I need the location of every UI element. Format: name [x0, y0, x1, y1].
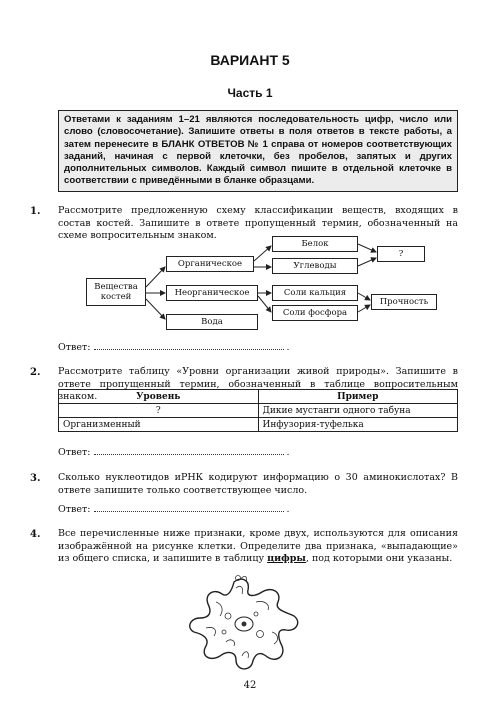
table-row	[59, 404, 458, 418]
levels-table	[58, 389, 458, 432]
diagram-unknown-box: ?	[377, 246, 425, 262]
diagram-root-box: Вещества костей	[86, 278, 146, 306]
table-header-row	[59, 390, 458, 404]
question-4-text-start: Все перечисленные ниже признаки, кроме двух, используются для описания изображённой на рисунке клетки. Определите два признака, «выпадающие» из общего списка, и запишите в таблицу	[58, 528, 458, 564]
diagram-strength-box: Прочность	[371, 294, 437, 310]
question-3-text: Сколько нуклеотидов иРНК кодируют информацию о 30 аминокислотах? В ответе запишите только соответствующее число.	[58, 472, 458, 496]
diagram-calcium-box: Соли кальция	[272, 285, 358, 301]
question-2-answer: Ответ: .	[58, 447, 290, 458]
question-2-text: Рассмотрите таблицу «Уровни организации живой природы». Запишите в ответе пропущенный термин, обозначенный в таблице вопросительным знаком.	[58, 366, 458, 402]
question-1-text: Рассмотрите предложенную схему классификации веществ, входящих в состав костей. Запишите в ответе пропущенный термин, обозначенный на схеме вопросительным знаком.	[58, 205, 458, 241]
question-4-text	[58, 528, 458, 566]
question-4-number: 4.	[30, 529, 41, 540]
part-title: Часть 1	[227, 86, 273, 100]
diagram-water-box: Вода	[166, 314, 258, 330]
table-cell: Инфузория-туфелька	[258, 418, 458, 432]
answer-field-3[interactable]	[94, 503, 284, 512]
answer-field-2[interactable]	[94, 446, 284, 455]
question-1-number: 1.	[30, 206, 41, 217]
diagram-protein-box: Белок	[272, 236, 358, 252]
classification-diagram	[0, 234, 500, 334]
diagram-inorganic-box: Неорганическое	[166, 285, 258, 301]
diagram-carbs-box: Углеводы	[272, 258, 358, 274]
question-4-emphasis: цифры	[267, 553, 306, 564]
diagram-phosphorus-box: Соли фосфора	[272, 305, 358, 321]
instructions-box: Ответами к заданиям 1–21 являются последовательность цифр, число или слово (словосочетание). Запишите ответы в поля ответов в тексте работы, а затем перенесите в БЛАНК ОТВЕТОВ № 1 справа от номеров соответствующих заданий, начиная с первой клеточки, без пробелов, запятых и других дополнительных символов. Каждый символ пишите в отдельной клеточке в соответствии с приведёнными в бланке образцами.	[58, 110, 458, 192]
page-number: 42	[243, 680, 257, 691]
answer-label: Ответ:	[58, 504, 91, 515]
answer-label: Ответ:	[58, 447, 91, 458]
question-2-number: 2.	[30, 367, 41, 378]
question-3-answer: Ответ: .	[58, 504, 290, 515]
table-cell: Организменный	[59, 418, 259, 432]
table-row	[59, 418, 458, 432]
answer-label: Ответ:	[58, 342, 91, 353]
question-4-text-end: , под которыми они указаны.	[305, 553, 453, 564]
diagram-organic-box: Органическое	[166, 256, 254, 272]
table-cell: Дикие мустанги одного табуна	[258, 404, 458, 418]
table-cell: ?	[59, 404, 259, 418]
question-1-answer: Ответ: .	[58, 342, 290, 353]
table-header-cell: Пример	[258, 390, 458, 404]
amoeba-illustration	[186, 572, 306, 672]
question-3-number: 3.	[30, 473, 41, 484]
variant-title: ВАРИАНТ 5	[210, 52, 290, 68]
answer-field-1[interactable]	[94, 341, 284, 350]
table-header-cell: Уровень	[59, 390, 259, 404]
